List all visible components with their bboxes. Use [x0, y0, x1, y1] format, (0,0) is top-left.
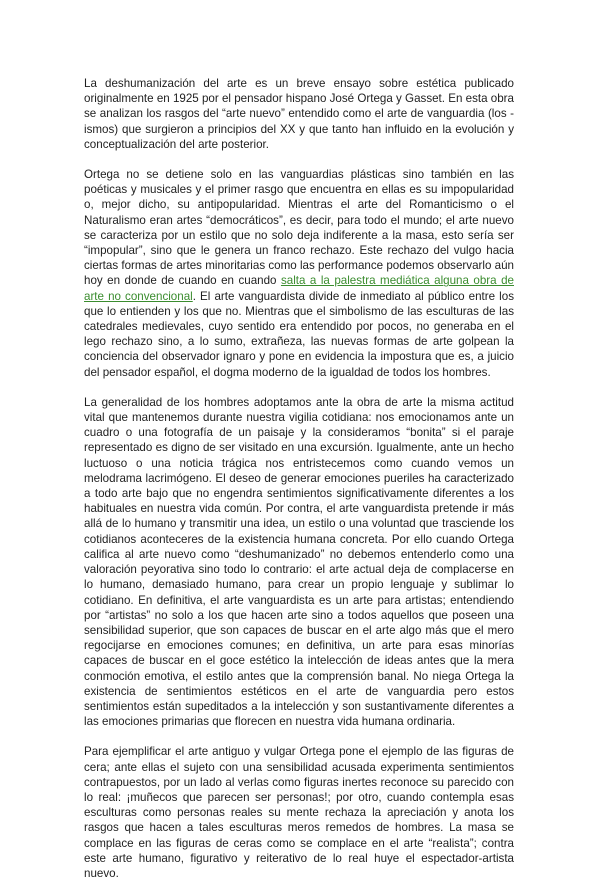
paragraph-dehumanization: La generalidad de los hombres adoptamos ante la obra de arte la misma actitud vital que mantenemos durante nuestra vigilia cotidiana: nos emocionamos ante un cuadro o una fotografía de un paisaje y la consideramos “bonita” si el paraje representado es digno de ser visitado en una excursión. Igualmente, ante un hecho luctuoso o una noticia trágica nos entristecemos como cuando vemos un melodrama lacrimógeno. El deseo de generar emociones pueriles ha caracterizado a todo arte bajo que no engendra sentimientos significativamente diferentes a los habituales en nuestra vida común. Por contra, el arte vanguardista pretende ir más allá de lo humano y transmitir una idea, un estilo o una voluntad que trasciende los cotidianos aconteceres de la existencia humana concreta. Por ello cuando Ortega califica al arte nuevo como “deshumanizado” no debemos entenderlo como una valoración peyorativa sino todo lo contrario: el arte actual deja de complacerse en lo humano, demasiado humano, para crear un propio lenguaje y sublimar lo cotidiano. En definitiva, el arte vanguardista es un arte para artistas; entendiendo por “artistas” no solo a los que hacen arte sino a todos aquellos que poseen una sensibilidad superior, que son capaces de buscar en el arte algo más que el mero regocijarse en emociones comunes; en definitiva, un arte para esas minorías capaces de buscar en el goce estético la intelección de ideas antes que la mera conmoción emotiva, el estilo antes que la comprensión banal. No niega Ortega la existencia de sentimientos estéticos en el arte de vanguardia pero estos sentimientos están supeditados a la intelección y son sustantivamente diferentes a las emociones primarias que florecen en nuestra vida humana ordinaria.: [84, 395, 514, 729]
paragraph-antipopularity-text-start: Ortega no se detiene solo en las vanguardias plásticas sino también en las poéticas y musicales y el primer rasgo que encuentra en ellas es su impopularidad o, mejor dicho, su antipopularidad. Mientras el arte del Romanticismo o el Naturalismo eran artes “democráticos”, es decir, para todo el mundo; el arte nuevo se caracteriza por un estilo que no solo deja indiferente a la masa, esto sería ser “impopular”, sino que le genera un franco rechazo. Este rechazo del vulgo hacia ciertas formas de artes minoritarias como las performance podemos observarlo aún hoy en donde de cuando en cuando: [84, 168, 514, 288]
document-page: [84, 76, 514, 896]
unconventional-art-link[interactable]: salta a la palestra mediática alguna obra de arte no convencional: [84, 274, 514, 303]
paragraph-antipopularity: [84, 167, 514, 380]
paragraph-antipopularity-text-end: . El arte vanguardista divide de inmediato al público entre los que lo entienden y los que no. Mientras que el simbolismo de las esculturas de las catedrales medievales, cuyo sentido era entendido por pocos, no generaba en el lego rechazo sino, a lo sumo, extrañeza, las nuevas formas de arte golpean la conciencia del observador ignaro y pone en evidencia la impostura que es, a juicio del pensador español, el dogma moderno de la igualdad de todos los hombres.: [84, 289, 514, 379]
paragraph-intro: La deshumanización del arte es un breve ensayo sobre estética publicado originalmente en 1925 por el pensador hispano José Ortega y Gasset. En esta obra se analizan los rasgos del “arte nuevo” entendido como el arte de vanguardia (los -ismos) que surgieron a principios del XX y que tanto han influido en la evolución y conceptualización del arte posterior.: [84, 77, 514, 151]
paragraph-wax-figures: Para ejemplificar el arte antiguo y vulgar Ortega pone el ejemplo de las figuras de cera; ante ellas el sujeto con una sensibilidad acusada experimenta sentimientos contrapuestos, por un lado al verlas como figuras inertes reconoce su parecido con lo real: ¡muñecos que parecen ser personas!; por otro, cuando contempla esas esculturas como personas reales su mente rechaza la apreciación y anota los rasgos que hacen a tales esculturas meros remedos de hombres. La masa se complace en las figuras de ceras como se complace en el arte “realista”; contra este arte humano, figurativo y reiterativo de lo real huye el espectador-artista nuevo.: [84, 745, 514, 880]
